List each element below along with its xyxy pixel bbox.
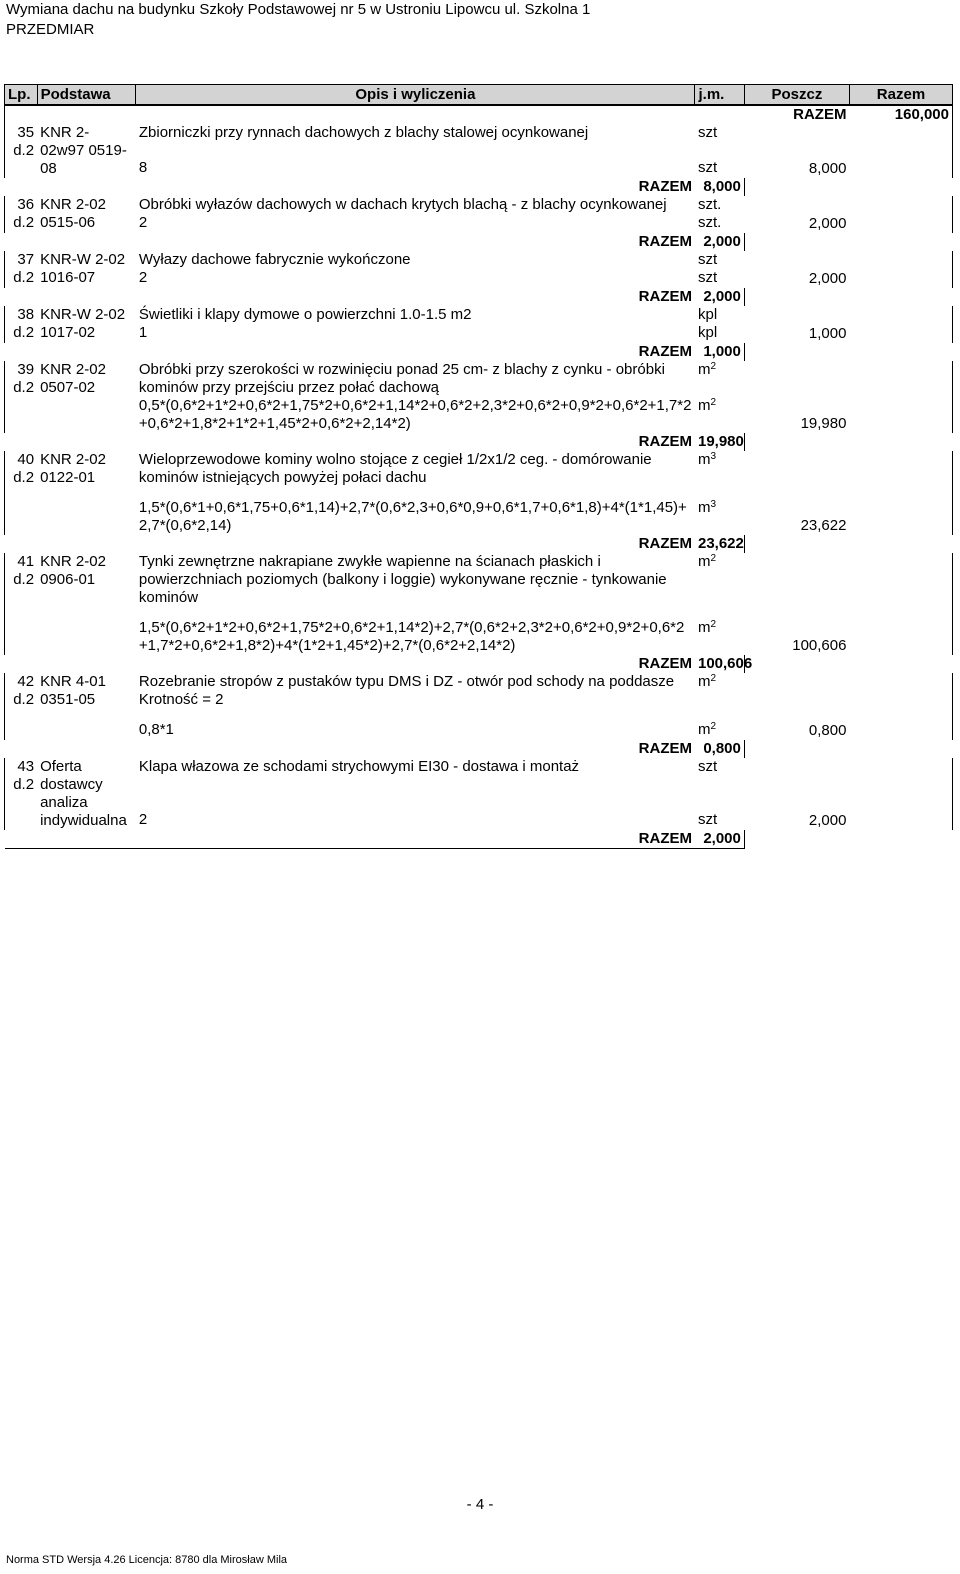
razem-row [5,535,953,553]
item-row [5,251,953,269]
razem-label: RAZEM [638,535,692,552]
item-jm [695,361,744,397]
razem-row [5,178,953,196]
item-lp: 42 d.2 [5,673,38,740]
item-calc-jm-text: szt. [697,214,722,231]
item-opis: Rozebranie stropów z pustaków typu DMS i DZ - otwór pod schody na poddasze [138,673,675,690]
item-poszcz: 2,000 [808,812,847,829]
header-jm: j.m. [695,85,744,106]
razem-value: 1,000 [695,343,744,361]
item-opis: Tynki zewnętrzne nakrapiane zwykłe wapienne na ścianach płaskich i powierzchniach poziomych (balkony i loggie) wykonywane ręcznie - tynkowanie kominów [138,553,667,606]
spacer-row [5,487,953,499]
item-opis: Wieloprzewodowe kominy wolno stojące z cegieł 1/2x1/2 ceg. - domórowanie kominów istniejących powyżej połaci dachu [138,451,652,486]
item-podstawa: KNR-W 2-02 1017-02 [40,306,126,341]
item-poszcz: 0,800 [808,722,847,739]
razem-row [5,343,953,361]
item-lp: 36 d.2 [5,196,38,233]
item-podstawa: KNR 4-01 0351-05 [40,673,106,708]
item-lp: 38 d.2 [5,306,38,343]
item-podstawa: Oferta dostawcy analiza indywidualna [40,758,127,829]
calc-row [5,159,953,178]
item-poszcz: 23,622 [800,517,847,534]
item-jm-text: $m^3$ [697,451,717,468]
krotnosc-row [5,691,953,709]
item-poszcz: 100,606 [792,637,847,654]
item-calc-jm [695,214,744,233]
item-lp: 41 d.2 [5,553,38,655]
razem-row [5,433,953,451]
item-calc: 8 [138,159,148,176]
razem-row [5,233,953,251]
razem-value: 19,980 [695,433,744,451]
razem-value: 2,000 [695,830,744,849]
header-poszcz: Poszcz [744,85,849,106]
item-calc-jm [695,324,744,343]
document-header [6,0,590,40]
item-podstawa: KNR 2-02 0515-06 [40,196,106,231]
item-jm-text: szt [697,251,718,268]
document-type: PRZEDMIAR [6,21,95,38]
razem-label: RAZEM [638,288,692,305]
item-opis: Obróbki wyłazów dachowych w dachach krytych blachą - z blachy ocynkowanej [138,196,667,213]
item-calc-jm [695,721,744,740]
item-row [5,124,953,147]
przedmiar-table [4,84,953,849]
item-calc-jm-text: szt [697,159,718,176]
razem-row [5,830,953,849]
item-poszcz: 8,000 [808,160,847,177]
header-opis: Opis i wyliczenia [136,85,695,106]
calc-row [5,619,953,655]
razem-value: 23,622 [695,535,744,553]
item-poszcz: 2,000 [808,215,847,232]
item-poszcz: 2,000 [808,270,847,287]
item-opis: Świetliki i klapy dymowe o powierzchni 1.0-1.5 m2 [138,306,472,323]
item-poszcz: 19,980 [800,415,847,432]
spacer-row [5,147,953,159]
razem-label: RAZEM [638,433,692,450]
item-podstawa: KNR 2-02 0122-01 [40,451,106,486]
item-calc-jm [695,811,744,830]
project-title: Wymiana dachu na budynku Szkoły Podstawowej nr 5 w Ustroniu Lipowcu ul. Szkolna 1 [6,1,591,18]
item-calc: 1,5*(0,6*2+1*2+0,6*2+1,75*2+0,6*2+1,14*2)+2,7*(0,6*2+2,3*2+0,6*2+0,9*2+0,6*2+1,7*2+0,6*2+1,8*2)+4*(1*2+1,45*2)+2,7*(0,6*2+2,14*2) [138,619,685,654]
calc-row [5,721,953,740]
carry-over-row [5,105,953,124]
razem-row [5,288,953,306]
carry-label: RAZEM [793,106,847,123]
item-jm [695,251,744,269]
razem-label: RAZEM [638,343,692,360]
item-lp: 37 d.2 [5,251,38,288]
razem-value: 100,606 [695,655,744,673]
item-row [5,451,953,487]
item-calc: 1 [138,324,148,341]
item-jm-text: $m^2$ [697,553,717,570]
razem-value: 2,000 [695,233,744,251]
item-calc-jm-text: szt [697,811,718,828]
spacer-row [5,607,953,619]
carry-value: 160,000 [849,105,952,124]
item-jm [695,451,744,487]
razem-label: RAZEM [638,178,692,195]
item-calc-jm-text: $m^2$ [697,721,717,738]
item-jm-text: szt [697,124,718,141]
item-calc-jm [695,269,744,288]
item-jm [695,306,744,324]
spacer-row [5,709,953,721]
item-calc-jm [695,619,744,655]
razem-value: 2,000 [695,288,744,306]
table-header-row [5,85,953,106]
spacer-row [5,787,953,799]
item-jm-text: $m^2$ [697,673,717,690]
razem-label: RAZEM [638,655,692,672]
item-jm [695,124,744,147]
item-lp: 43 d.2 [5,758,38,830]
header-lp: Lp. [5,85,38,106]
item-calc-jm [695,159,744,178]
item-podstawa: KNR 2-02 0906-01 [40,553,106,588]
item-row [5,196,953,214]
item-calc-jm-text: szt [697,269,718,286]
item-opis: Klapa włazowa ze schodami strychowymi EI30 - dostawa i montaż [138,758,580,775]
item-podstawa: KNR-W 2-02 1016-07 [40,251,126,286]
item-row [5,758,953,787]
item-calc-jm-text: $m^2$ [697,619,717,636]
item-row [5,306,953,324]
item-krotnosc: Krotność = 2 [138,691,224,708]
item-jm-text: $m^2$ [697,361,717,378]
razem-value: 0,800 [695,740,744,758]
item-calc: 1,5*(0,6*1+0,6*1,75+0,6*1,14)+2,7*(0,6*2,3+0,6*0,9+0,6*1,7+0,6*1,8)+4*(1*1,45)+2,7*(0,6*2,14) [138,499,687,534]
item-calc-jm-text: $m^2$ [697,397,717,414]
calc-row [5,324,953,343]
item-calc-jm-text: $m^3$ [697,499,717,516]
spacer-row [5,799,953,811]
software-footer: Norma STD Wersja 4.26 Licencja: 8780 dla Mirosław Mila [6,1554,288,1566]
header-podstawa: Podstawa [37,85,136,106]
razem-label: RAZEM [638,740,692,757]
item-calc: 0,8*1 [138,721,174,738]
item-calc: 2 [138,214,148,231]
item-opis: Zbiorniczki przy rynnach dachowych z blachy stalowej ocynkowanej [138,124,589,141]
item-calc-jm [695,397,744,433]
calc-row [5,811,953,830]
item-jm [695,673,744,691]
calc-row [5,269,953,288]
item-row [5,553,953,607]
item-calc-jm [695,499,744,535]
item-podstawa: KNR 2-02 0507-02 [40,361,106,396]
item-jm [695,196,744,214]
item-calc: 2 [138,811,148,828]
item-jm-text: kpl [697,306,718,323]
item-lp: 35 d.2 [5,124,38,178]
item-jm-text: szt. [697,196,722,213]
item-calc: 0,5*(0,6*2+1*2+0,6*2+1,75*2+0,6*2+1,14*2+0,6*2+2,3*2+0,6*2+0,9*2+0,6*2+1,7*2+0,6*2+1,8*2+1*2+1,45*2+0,6*2+2,14*2) [138,397,692,432]
item-calc: 2 [138,269,148,286]
page-number: - 4 - [466,1496,494,1513]
item-row [5,673,953,691]
item-poszcz: 1,000 [808,325,847,342]
item-calc-jm-text: kpl [697,324,718,341]
header-razem: Razem [849,85,952,106]
item-podstawa: KNR 2-02w97 0519-08 [40,124,127,177]
razem-value: 8,000 [695,178,744,196]
razem-label: RAZEM [638,233,692,250]
item-jm-text: szt [697,758,718,775]
item-opis: Obróbki przy szerokości w rozwinięciu ponad 25 cm- z blachy z cynku - obróbki kominów przy przejściu przez połać dachową [138,361,665,396]
calc-row [5,214,953,233]
item-lp: 39 d.2 [5,361,38,433]
item-row [5,361,953,397]
razem-row [5,655,953,673]
item-opis: Wyłazy dachowe fabrycznie wykończone [138,251,411,268]
razem-row [5,740,953,758]
item-jm [695,553,744,607]
calc-row [5,397,953,433]
item-jm [695,758,744,787]
item-lp: 40 d.2 [5,451,38,535]
razem-label: RAZEM [136,830,695,849]
calc-row [5,499,953,535]
